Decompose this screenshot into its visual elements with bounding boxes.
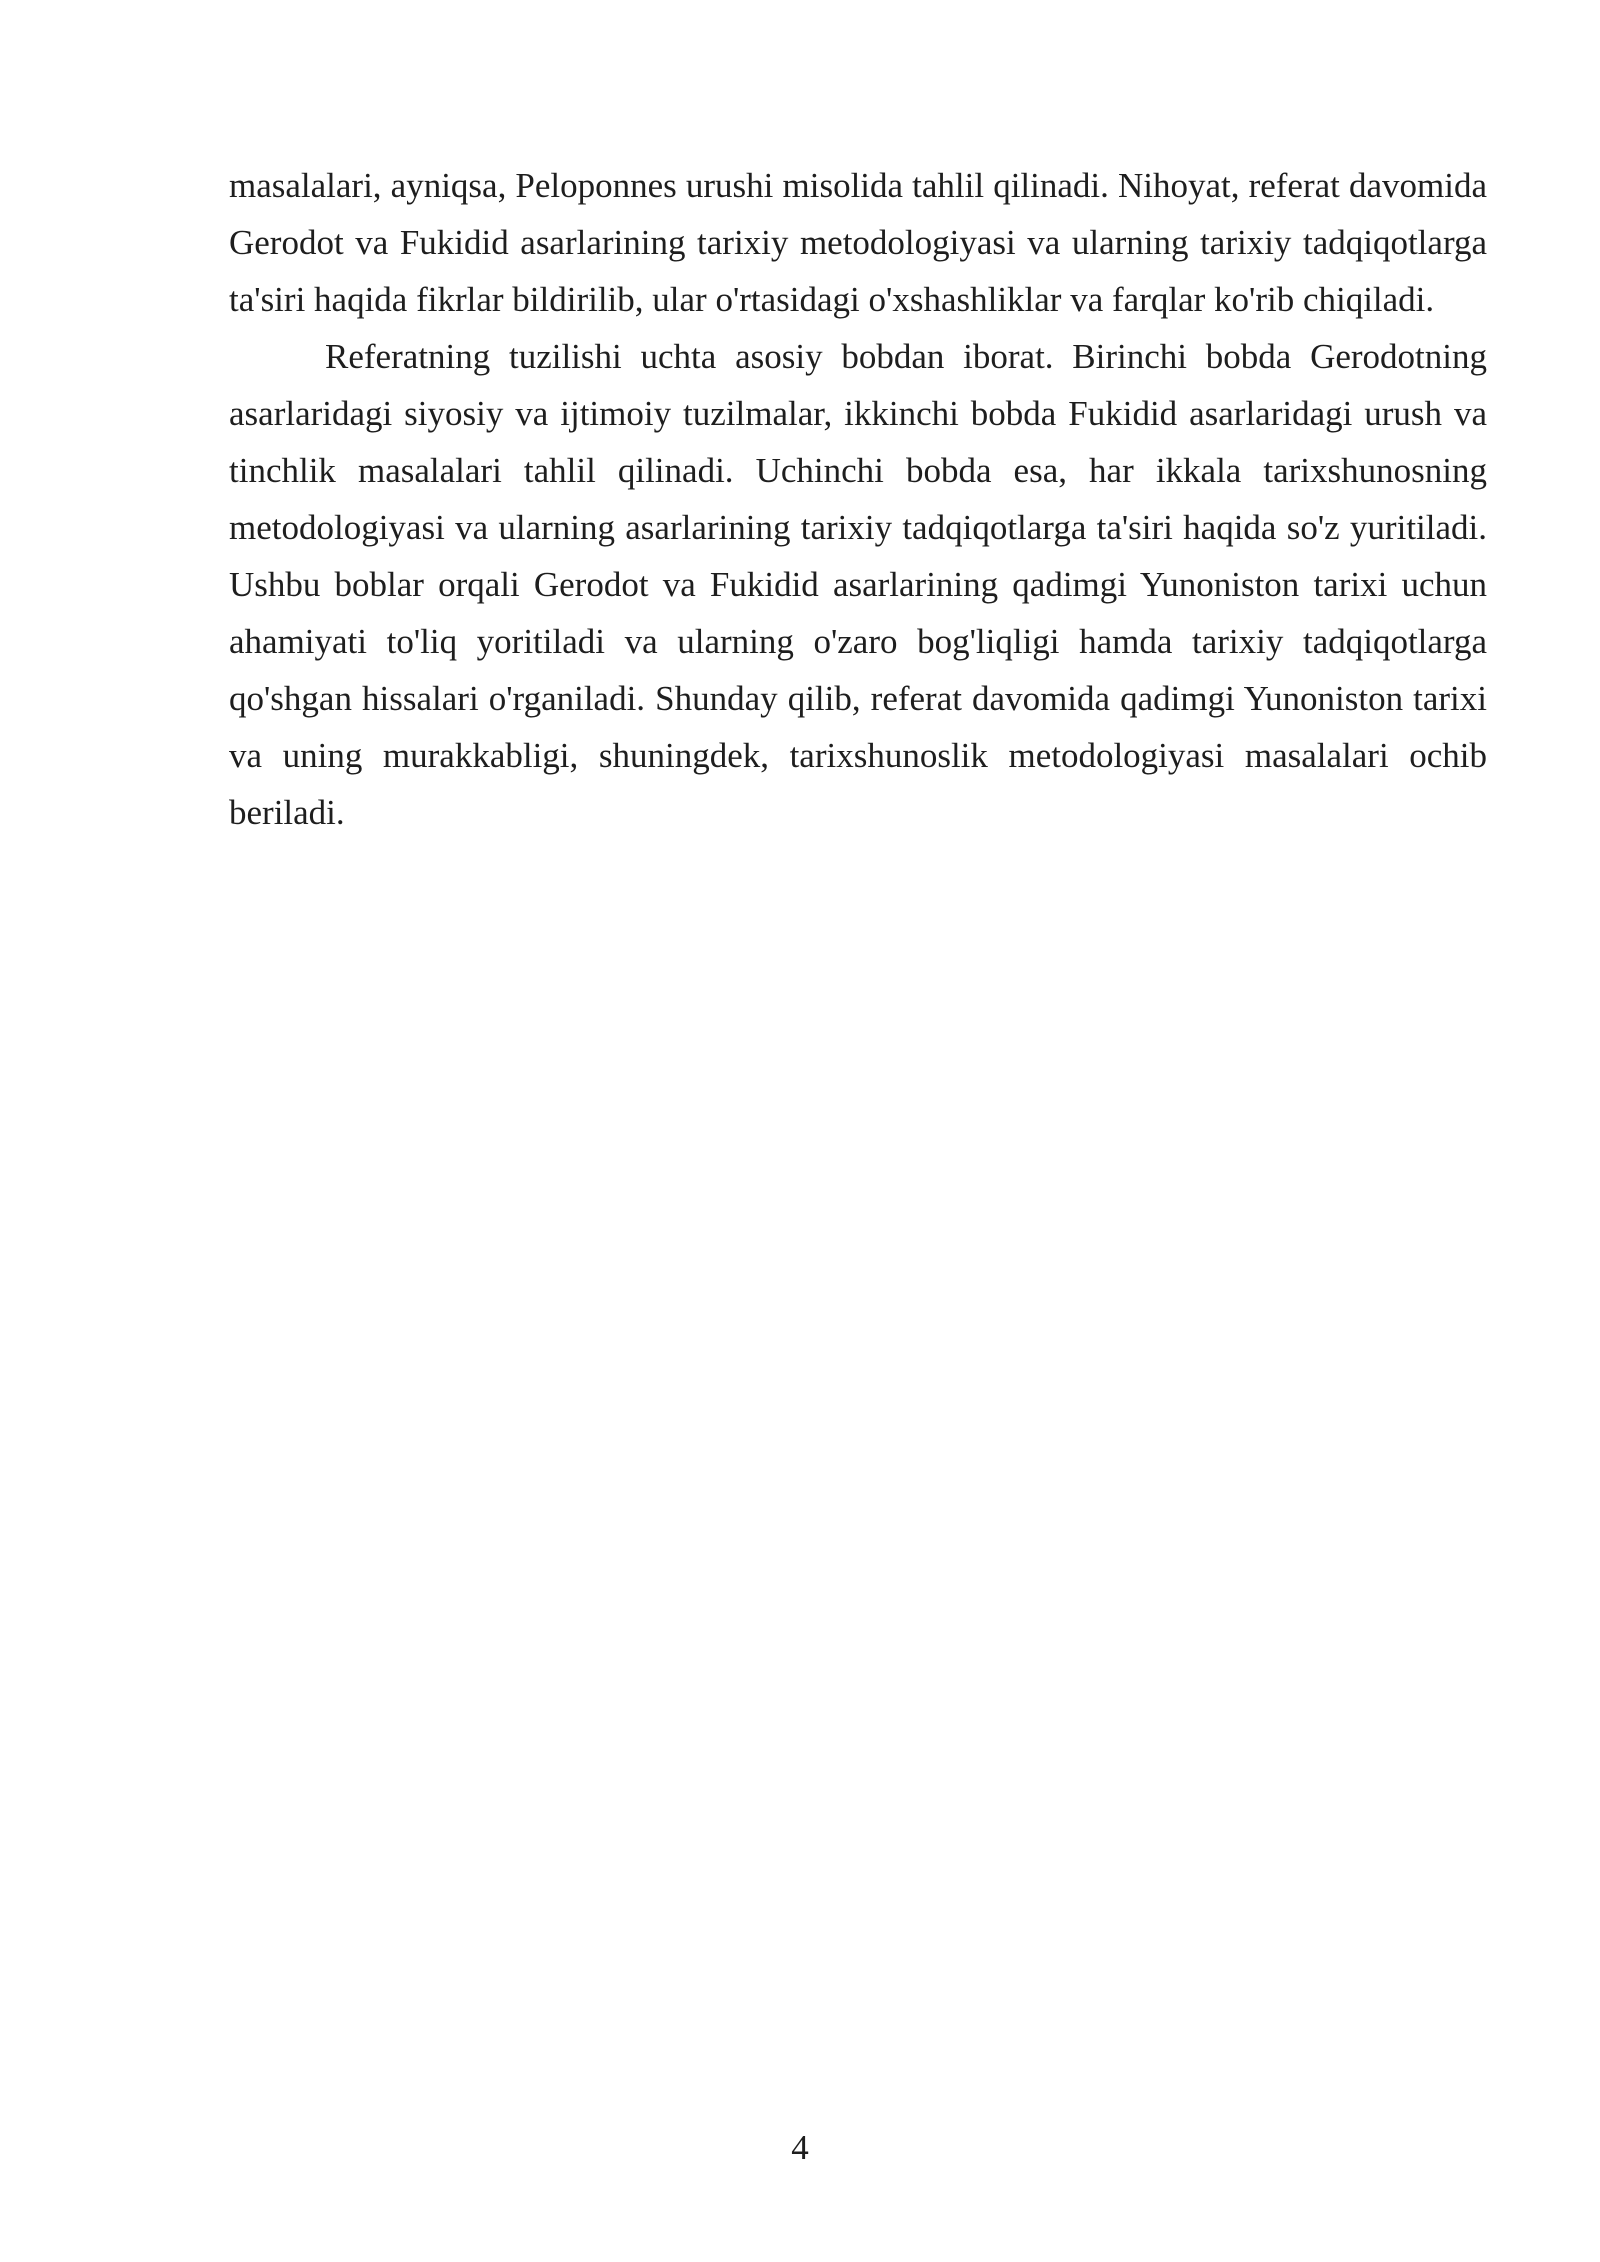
page-number: 4 [791, 2128, 809, 2167]
paragraph-continuation: masalalari, ayniqsa, Peloponnes urushi misolida tahlil qilinadi. Nihoyat, referat davomida Gerodot va Fukidid asarlarining tarixiy metodologiyasi va ularning tarixiy tadqiqotlarga ta'siri haqida fikrlar bildirilib, ular o'rtasidagi o'xshashliklar va farqlar ko'rib chiqiladi. [229, 166, 1487, 319]
paragraph-structure: Referatning tuzilishi uchta asosiy bobdan iborat. Birinchi bobda Gerodotning asarlaridagi siyosiy va ijtimoiy tuzilmalar, ikkinchi bobda Fukidid asarlaridagi urush va tinchlik masalalari tahlil qilinadi. Uchinchi bobda esa, har ikkala tarixshunosning metodologiyasi va ularning asarlarining tarixiy tadqiqotlarga ta'siri haqida so'z yuritiladi. Ushbu boblar orqali Gerodot va Fukidid asarlarining qadimgi Yunoniston tarixi uchun ahamiyati to'liq yoritiladi va ularning o'zaro bog'liqligi hamda tarixiy tadqiqotlarga qo'shgan hissalari o'rganiladi. Shunday qilib, referat davomida qadimgi Yunoniston tarixi va uning murakkabligi, shuningdek, tarixshunoslik metodologiyasi masalalari ochib beriladi. [229, 337, 1487, 832]
body-text [229, 157, 1487, 841]
